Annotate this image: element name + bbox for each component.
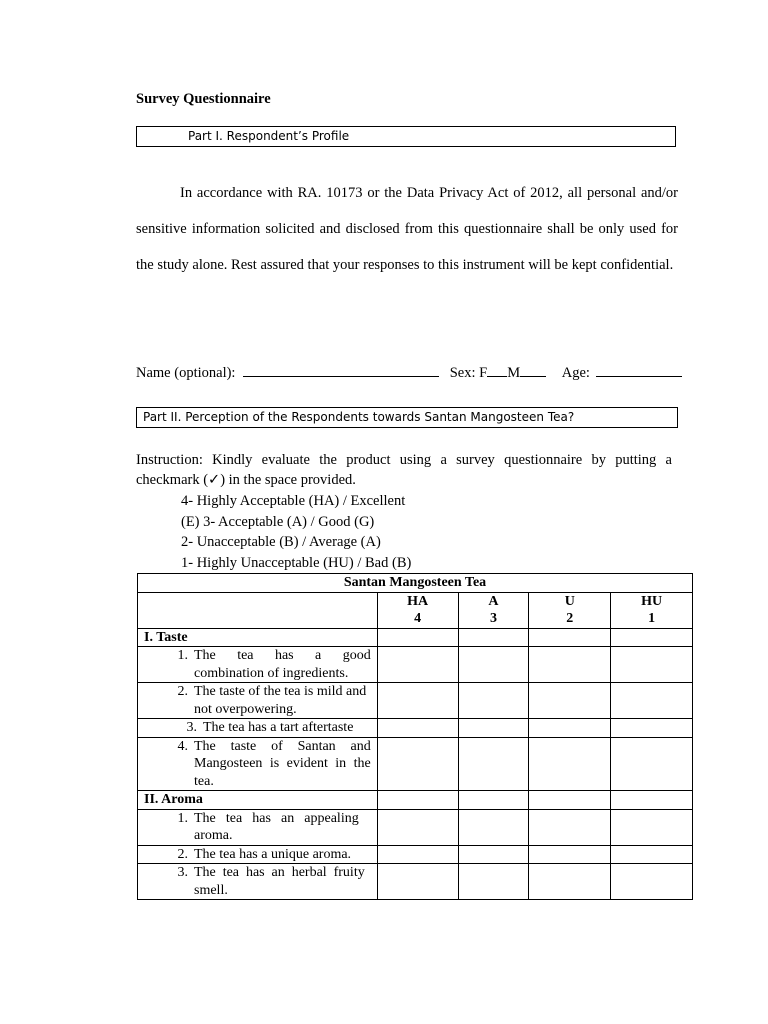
rating-cell[interactable]	[611, 683, 693, 719]
respondent-fields	[136, 362, 686, 382]
scale-item: 1- Highly Unacceptable (HU) / Bad (B)	[181, 554, 412, 571]
rating-cell[interactable]	[529, 647, 611, 683]
rating-cell[interactable]	[458, 809, 529, 845]
sex-male-label: M	[507, 365, 521, 381]
rating-cell[interactable]	[458, 719, 529, 738]
item-text: The tea has a good combination of ingredients.	[194, 648, 371, 681]
section-row-taste	[138, 628, 693, 647]
rating-cell[interactable]	[377, 647, 458, 683]
rating-cell[interactable]	[377, 809, 458, 845]
rating-cell[interactable]	[458, 683, 529, 719]
table-row: 3. The tea has an herbal fruity smell.	[138, 864, 693, 900]
section-row-aroma	[138, 791, 693, 810]
column-header-hu: HU 1	[611, 592, 693, 628]
rating-cell[interactable]	[458, 845, 529, 864]
column-header-row	[138, 592, 693, 628]
table-row: 1. The tea has an appealing aroma.	[138, 809, 693, 845]
rating-cell[interactable]	[529, 737, 611, 791]
column-header-ha: HA 4	[377, 592, 458, 628]
rating-cell[interactable]	[529, 809, 611, 845]
rating-cell[interactable]	[458, 647, 529, 683]
rating-cell[interactable]	[529, 683, 611, 719]
rating-cell[interactable]	[611, 845, 693, 864]
scale-item: (E) 3- Acceptable (A) / Good (G)	[181, 513, 375, 530]
page-title: Survey Questionnaire	[136, 91, 271, 107]
column-header-u: U 2	[529, 592, 611, 628]
rating-cell[interactable]	[458, 737, 529, 791]
item-text: The taste of the tea is mild and not overpowering.	[194, 684, 367, 717]
name-label: Name (optional):	[136, 365, 236, 381]
rating-cell[interactable]	[377, 683, 458, 719]
rating-cell[interactable]	[529, 719, 611, 738]
rating-cell[interactable]	[611, 809, 693, 845]
sex-male-line[interactable]	[520, 362, 546, 377]
rating-cell[interactable]	[611, 719, 693, 738]
name-input-line[interactable]	[243, 362, 439, 377]
rating-cell[interactable]	[529, 845, 611, 864]
section-heading: II. Aroma	[138, 791, 378, 810]
table-row: 3. The tea has a tart aftertaste	[138, 719, 693, 738]
table-row: 2. The taste of the tea is mild and not overpowering.	[138, 683, 693, 719]
part2-header: Part II. Perception of the Respondents towards Santan Mangosteen Tea?	[136, 407, 678, 428]
table-row: 4. The taste of Santan and Mangosteen is evident in the tea.	[138, 737, 693, 791]
column-header-a: A 3	[458, 592, 529, 628]
rating-scale-legend	[181, 491, 411, 573]
instruction-text: Instruction: Kindly evaluate the product using a survey questionnaire by putting a checkmark (✓) in the space provided.	[136, 452, 672, 488]
sex-label: Sex: F	[449, 365, 488, 381]
rating-cell[interactable]	[611, 647, 693, 683]
privacy-text: In accordance with RA. 10173 or the Data Privacy Act of 2012, all personal and/or sensitive information solicited and disclosed from this questionnaire shall be only used for the study alone. Rest assured that your responses to this instrument will be kept confidential.	[136, 185, 678, 273]
item-text: The tea has a tart aftertaste	[203, 720, 354, 735]
item-text: The taste of Santan and Mangosteen is evident in the tea.	[194, 738, 371, 789]
rating-cell[interactable]	[611, 737, 693, 791]
item-text: The tea has a unique aroma.	[194, 846, 352, 862]
rating-cell[interactable]	[377, 719, 458, 738]
scale-item: 2- Unacceptable (B) / Average (A)	[181, 534, 381, 550]
item-text: The tea has an appealing aroma.	[194, 810, 359, 843]
section-heading: I. Taste	[138, 628, 378, 647]
sex-female-line[interactable]	[487, 362, 507, 377]
item-text: The tea has an herbal fruity smell.	[194, 865, 365, 898]
survey-table	[137, 573, 693, 900]
table-row: 1. The tea has a good combination of ingredients.	[138, 647, 693, 683]
rating-cell[interactable]	[611, 864, 693, 900]
age-label: Age:	[561, 365, 590, 381]
rating-cell[interactable]	[529, 864, 611, 900]
rating-cell[interactable]	[377, 845, 458, 864]
age-input-line[interactable]	[596, 362, 682, 377]
privacy-paragraph	[136, 175, 678, 283]
rating-cell[interactable]	[458, 864, 529, 900]
scale-item: 4- Highly Acceptable (HA) / Excellent	[181, 493, 406, 509]
part1-header: Part I. Respondent’s Profile	[136, 126, 676, 147]
rating-cell[interactable]	[377, 737, 458, 791]
table-row: 2. The tea has a unique aroma.	[138, 845, 693, 864]
rating-cell[interactable]	[377, 864, 458, 900]
table-title: Santan Mangosteen Tea	[138, 574, 693, 593]
